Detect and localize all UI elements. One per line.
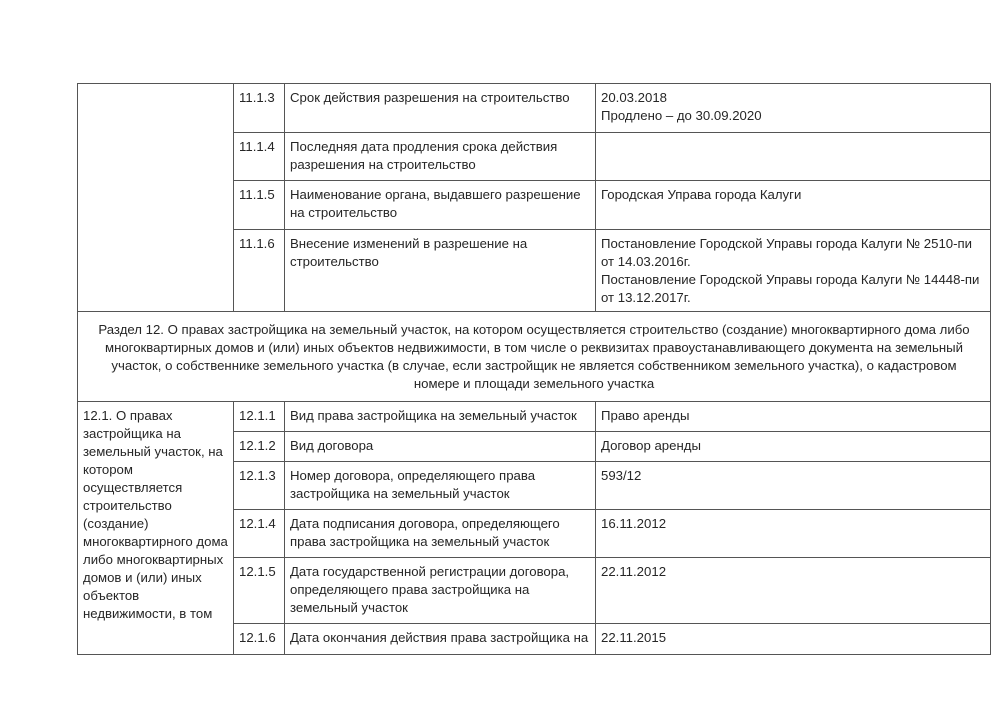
row-number: 11.1.4 <box>234 133 285 181</box>
row-number: 12.1.3 <box>234 462 285 510</box>
row-label: Вид права застройщика на земельный участок <box>285 402 596 432</box>
table-row <box>78 84 991 133</box>
row-label: Дата государственной регистрации договора, определяющего права застройщика на земельный участок <box>285 558 596 624</box>
row-number: 12.1.1 <box>234 402 285 432</box>
value-line: Городская Управа города Калуги <box>601 187 802 202</box>
row-label: Номер договора, определяющего права застройщика на земельный участок <box>285 462 596 510</box>
row-number: 11.1.5 <box>234 181 285 230</box>
value-line: 20.03.2018 <box>601 90 668 105</box>
row-label: Последняя дата продления срока действия разрешения на строительство <box>285 133 596 181</box>
row-value: Договор аренды <box>596 432 991 462</box>
value-line: Постановление Городской Управы города Калуги № 14448-пи от 13.12.2017г. <box>601 272 980 305</box>
row-value <box>596 181 991 230</box>
row-value: 16.11.2012 <box>596 510 991 558</box>
section-header-row <box>78 312 991 402</box>
row-value <box>596 133 991 181</box>
row-value <box>596 84 991 133</box>
group-label-cell: 12.1. О правах застройщика на земельный участок, на котором осуществляется строительство (создание) многоквартирного дома либо многоквартирных домов и (или) иных объектов недвижимости, в том <box>78 402 234 655</box>
row-number: 12.1.5 <box>234 558 285 624</box>
row-value: 22.11.2012 <box>596 558 991 624</box>
row-label: Внесение изменений в разрешение на строительство <box>285 230 596 312</box>
row-value: Право аренды <box>596 402 991 432</box>
row-number: 12.1.4 <box>234 510 285 558</box>
row-label: Срок действия разрешения на строительство <box>285 84 596 133</box>
row-value: 593/12 <box>596 462 991 510</box>
row-number: 11.1.6 <box>234 230 285 312</box>
row-label: Дата подписания договора, определяющего права застройщика на земельный участок <box>285 510 596 558</box>
table-row <box>78 402 991 432</box>
value-line: Постановление Городской Управы города Калуги № 2510-пи от 14.03.2016г. <box>601 236 973 269</box>
group-label-cell-empty <box>78 84 234 312</box>
document-table <box>77 83 991 655</box>
value-line: Продлено – до 30.09.2020 <box>601 108 762 123</box>
section-12-header: Раздел 12. О правах застройщика на земельный участок, на котором осуществляется строительство (создание) многоквартирного дома либо многоквартирных домов и (или) иных объектов недвижимости, в том числе о реквизитах правоустанавливающего документа на земельный участок, о собственнике земельного участка (в случае, если застройщик не является собственником земельного участка), о кадастровом номере и площади земельного участка <box>78 312 991 402</box>
row-value: 22.11.2015 <box>596 624 991 655</box>
row-label: Дата окончания действия права застройщика на <box>285 624 596 655</box>
row-label: Наименование органа, выдавшего разрешение на строительство <box>285 181 596 230</box>
row-number: 11.1.3 <box>234 84 285 133</box>
row-number: 12.1.6 <box>234 624 285 655</box>
row-label: Вид договора <box>285 432 596 462</box>
row-number: 12.1.2 <box>234 432 285 462</box>
row-value <box>596 230 991 312</box>
